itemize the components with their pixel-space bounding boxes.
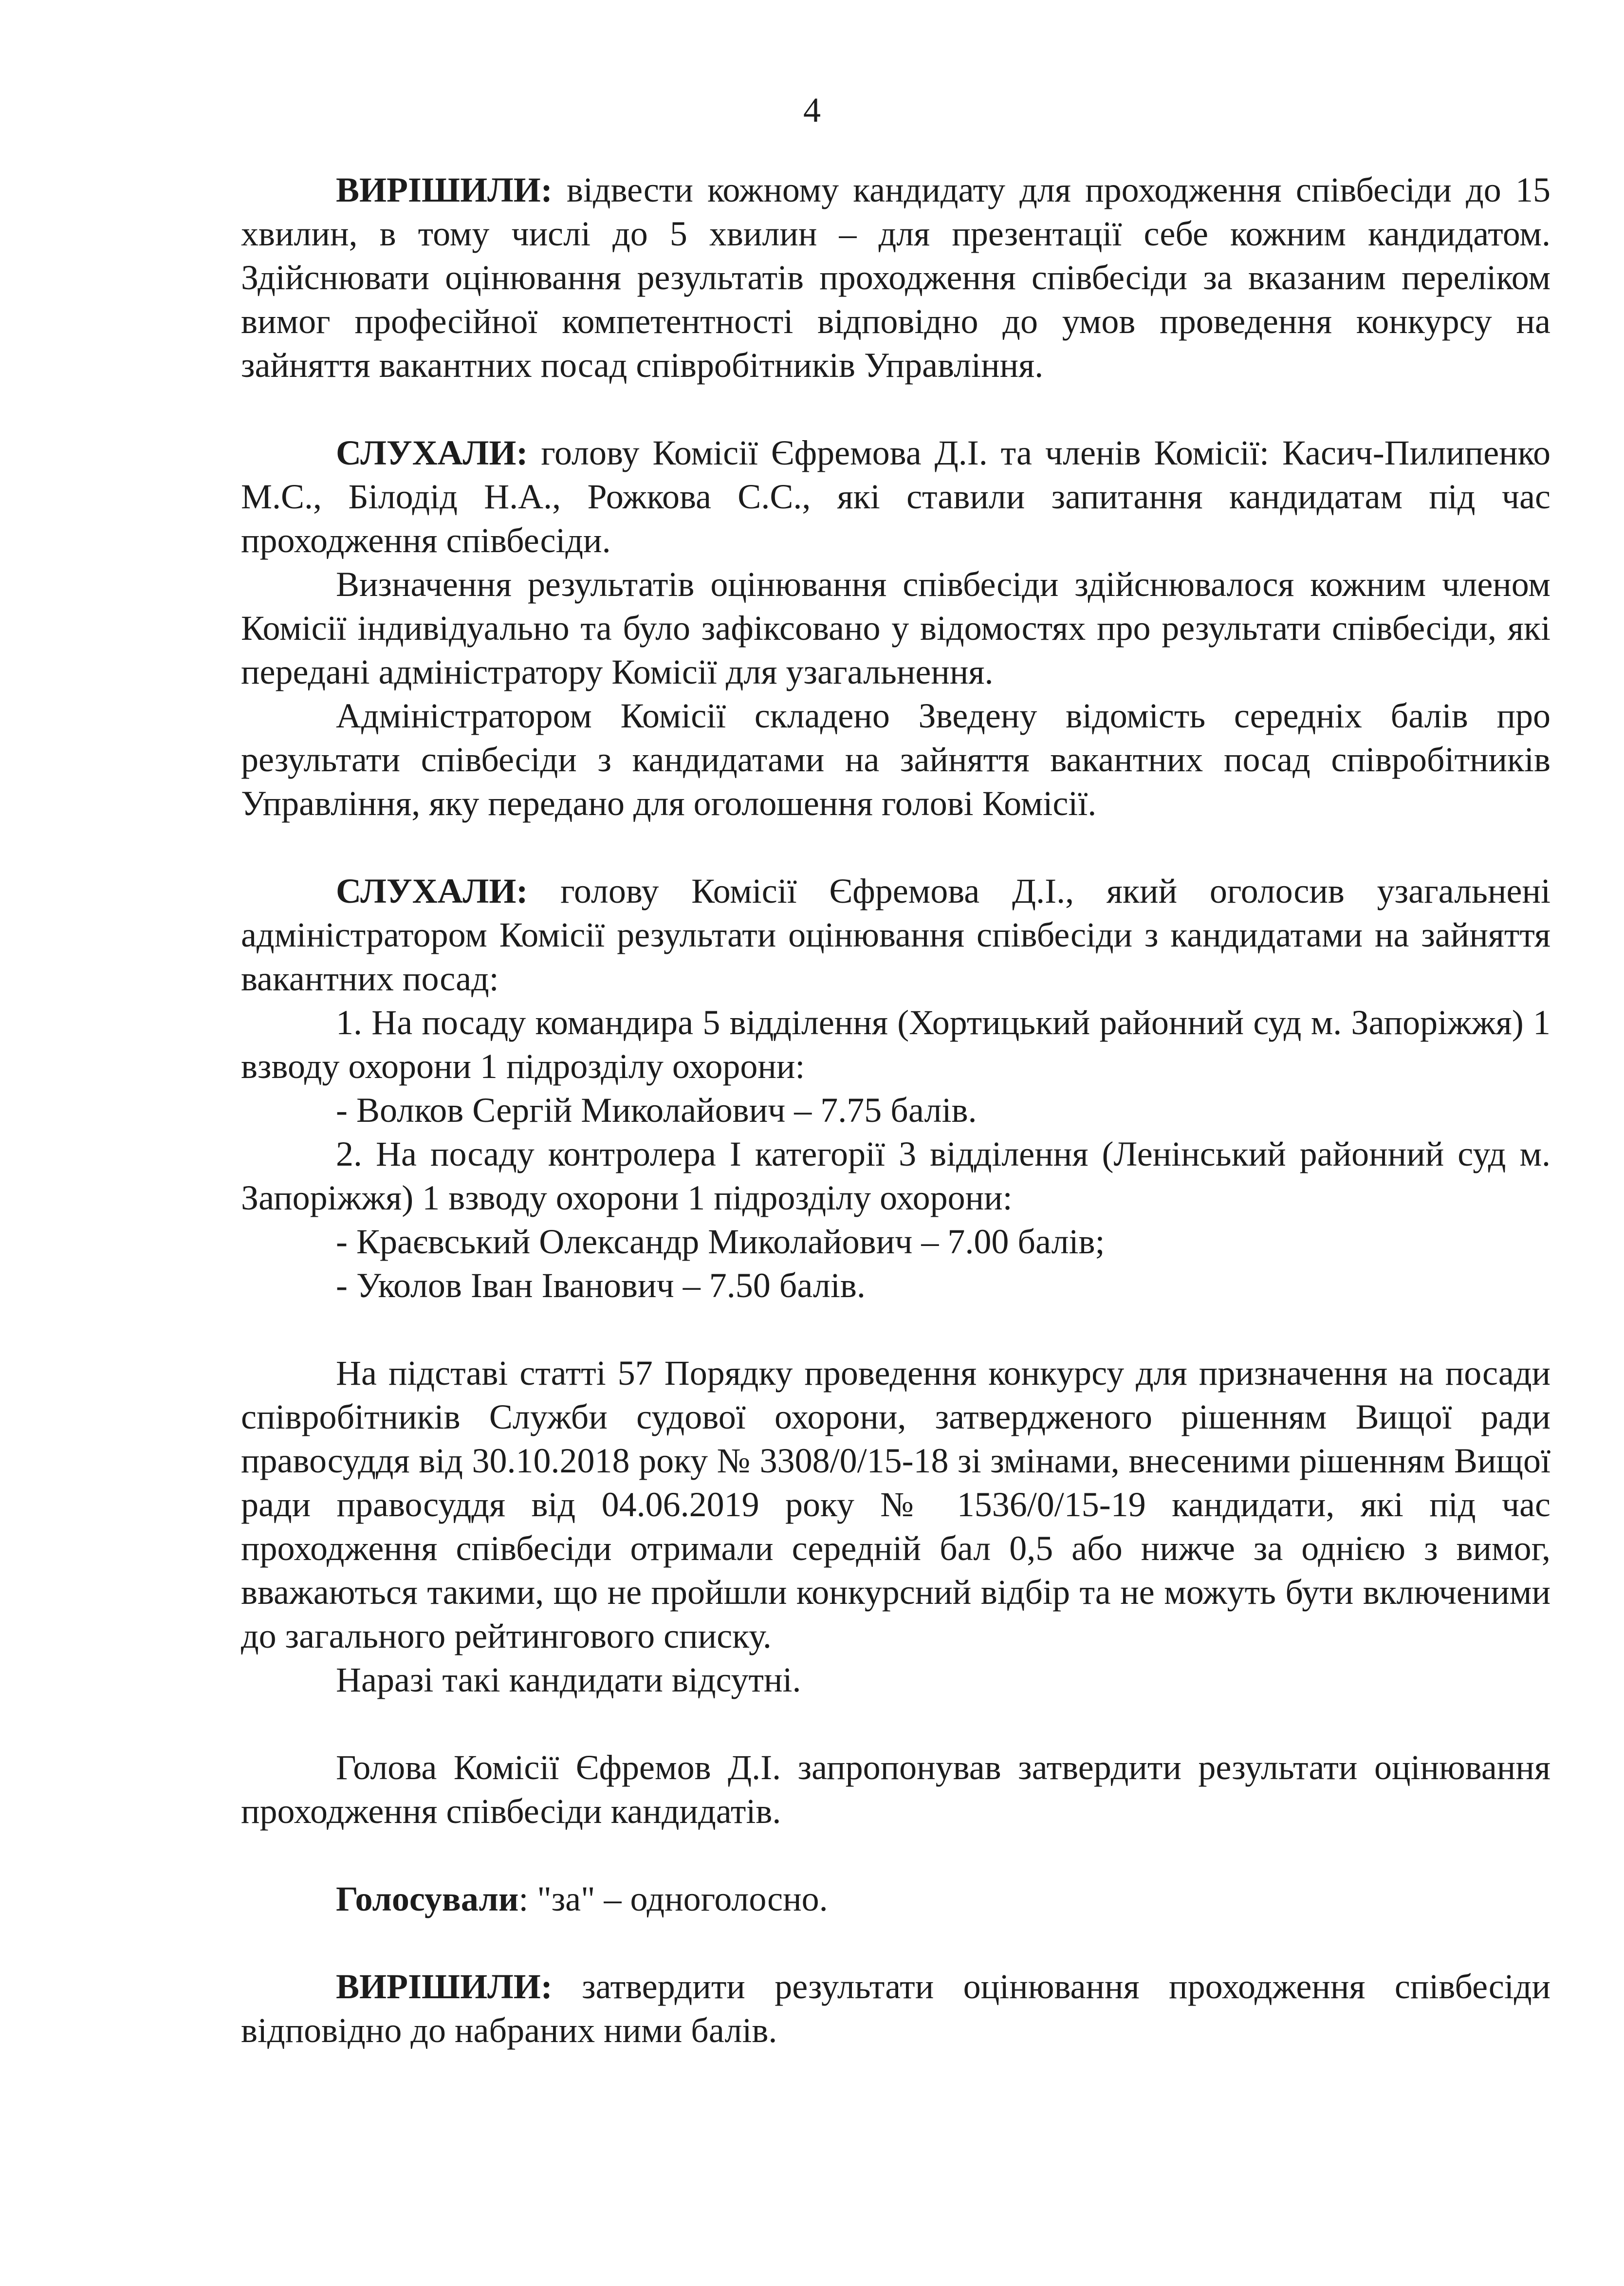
paragraph-heard-chair-members: [241, 431, 1550, 562]
paragraph-text: голову Комісії Єфремова Д.І. та членів Комісії: Касич-Пилипенко М.С., Білодід Н.А., Рожкова С.С., які ставили запитання кандидатам під час проходження співбесіди.: [241, 433, 1550, 560]
paragraph-chair-proposal: [241, 1746, 1550, 1833]
paragraph-text: голову Комісії Єфремова Д.І., який оголосив узагальнені адміністратором Комісії результати оцінювання співбесіди з кандидатами на зайняття вакантних посад:: [241, 872, 1550, 998]
paragraph-text: - Краєвський Олександр Миколайович – 7.00 балів;: [336, 1222, 1105, 1261]
paragraph-text: Голова Комісії Єфремов Д.І. запропонував затвердити результати оцінювання проходження співбесіди кандидатів.: [241, 1748, 1550, 1831]
paragraph-text: 1. На посаду командира 5 відділення (Хортицький районний суд м. Запоріжжя) 1 взводу охорони 1 підрозділу охорони:: [241, 1003, 1550, 1086]
paragraph-evaluation-method: [241, 562, 1550, 694]
paragraph-text: На підставі статті 57 Порядку проведення конкурсу для призначення на посади співробітників Служби судової охорони, затвердженого рішенням Вищої ради правосуддя від 30.10.2018 року № 3308/0/15-18 зі змінами, внесеними рішенням Вищої ради правосуддя від 04.06.2019 року № 1536/0/15-19 кандидати, які під час проходження співбесіди отримали середній бал 0,5 або нижче за однією з вимог, вважаються такими, що не пройшли конкурсний відбір та не можуть бути включеними до загального рейтингового списку.: [241, 1354, 1550, 1655]
paragraph-no-such-candidates: [241, 1658, 1550, 1702]
paragraph-summary-sheet: [241, 694, 1550, 825]
paragraph-text: - Уколов Іван Іванович – 7.50 балів.: [336, 1266, 866, 1305]
paragraph-decision-interview-time: [241, 168, 1550, 387]
paragraph-vote: [241, 1877, 1550, 1921]
paragraph-legal-basis: [241, 1351, 1550, 1658]
paragraph-lead: ВИРІШИЛИ:: [336, 170, 553, 209]
paragraph-decision-approve: [241, 1965, 1550, 2052]
paragraph-text: Визначення результатів оцінювання співбесіди здійснювалося кожним членом Комісії індивідуально та було зафіксовано у відомостях про результати співбесіди, які передані адміністратору Комісії для узагальнення.: [241, 565, 1550, 691]
paragraph-lead: СЛУХАЛИ:: [336, 433, 528, 472]
paragraph-text: відвести кожному кандидату для проходження співбесіди до 15 хвилин, в тому числі до 5 хвилин – для презентації себе кожним кандидатом. Здійснювати оцінювання результатів проходження співбесіди за вказаним переліком вимог професійної компетентності відповідно до умов проведення конкурсу на зайняття вакантних посад співробітників Управління.: [241, 170, 1550, 385]
candidate-ukolov: [241, 1264, 1550, 1307]
paragraph-text: : "за" – одноголосно.: [518, 1879, 828, 1918]
paragraph-text: 2. На посаду контролера І категорії 3 відділення (Ленінський районний суд м. Запоріжжя) 1 взводу охорони 1 підрозділу охорони:: [241, 1134, 1550, 1217]
candidate-kraievskyi: [241, 1220, 1550, 1264]
page-number: 4: [803, 91, 821, 130]
paragraph-text: затвердити результати оцінювання проходження співбесіди відповідно до набраних ними балів.: [241, 1967, 1550, 2050]
position-2: [241, 1132, 1550, 1220]
paragraph-text: Адміністратором Комісії складено Зведену відомість середніх балів про результати співбесіди з кандидатами на зайняття вакантних посад співробітників Управління, яку передано для оголошення голові Комісії.: [241, 696, 1550, 823]
paragraph-text: Наразі такі кандидати відсутні.: [336, 1660, 801, 1699]
document-body: [241, 168, 1550, 2052]
position-1: [241, 1001, 1550, 1088]
paragraph-lead: Голосували: [336, 1879, 519, 1918]
paragraph-heard-results: [241, 869, 1550, 1001]
paragraph-lead: СЛУХАЛИ:: [336, 872, 528, 911]
paragraph-text: - Волков Сергій Миколайович – 7.75 балів.: [336, 1091, 977, 1130]
candidate-volkov: [241, 1088, 1550, 1132]
paragraph-lead: ВИРІШИЛИ:: [336, 1967, 553, 2006]
